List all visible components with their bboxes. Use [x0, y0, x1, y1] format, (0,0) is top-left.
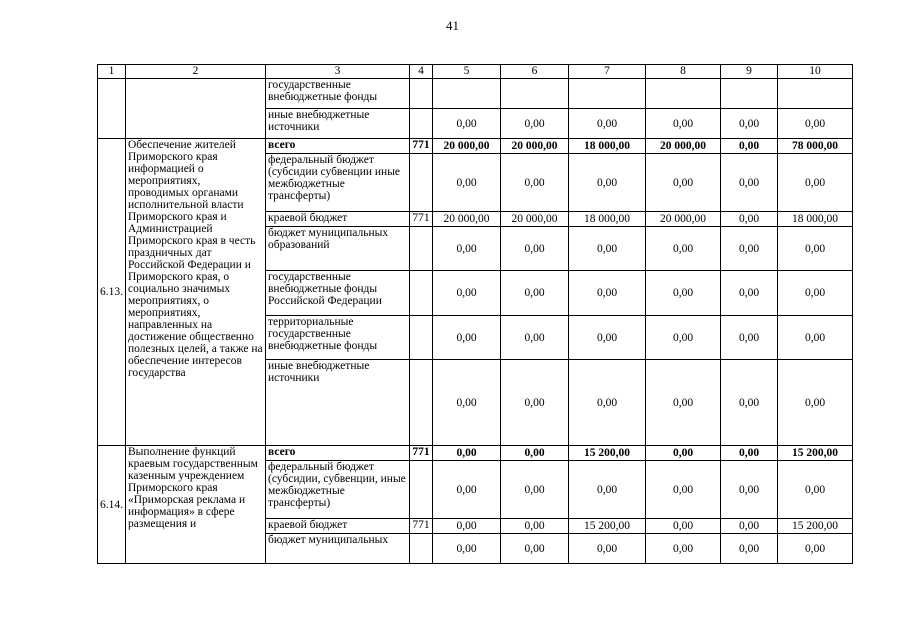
funding-source: территориальные государственные внебюджетные фонды: [266, 316, 410, 360]
funding-table: [97, 64, 853, 564]
amount-cell: 0,00: [501, 227, 569, 271]
funding-source: федеральный бюджет (субсидии, субвенции, иные межбюджетные трансферты): [266, 461, 410, 519]
table-row: [98, 446, 853, 461]
amount-cell: 15 200,00: [778, 446, 853, 461]
amount-cell: [721, 79, 778, 109]
column-header: 5: [433, 65, 501, 79]
budget-code: [410, 360, 433, 446]
amount-cell: 0,00: [501, 519, 569, 534]
amount-cell: 0,00: [646, 360, 721, 446]
amount-cell: 0,00: [721, 271, 778, 316]
budget-code: [410, 154, 433, 212]
amount-cell: 20 000,00: [646, 139, 721, 154]
amount-cell: 0,00: [501, 154, 569, 212]
amount-cell: 0,00: [501, 109, 569, 139]
column-header: 6: [501, 65, 569, 79]
amount-cell: 0,00: [721, 446, 778, 461]
amount-cell: 0,00: [721, 316, 778, 360]
budget-code: 771: [410, 212, 433, 227]
amount-cell: 0,00: [721, 360, 778, 446]
amount-cell: 15 200,00: [569, 446, 646, 461]
amount-cell: 0,00: [569, 360, 646, 446]
funding-source: государственные внебюджетные фонды: [266, 79, 410, 109]
amount-cell: 0,00: [721, 109, 778, 139]
amount-cell: [501, 79, 569, 109]
budget-code: 771: [410, 139, 433, 154]
amount-cell: 0,00: [646, 271, 721, 316]
budget-code: [410, 316, 433, 360]
budget-code: 771: [410, 519, 433, 534]
amount-cell: 18 000,00: [569, 139, 646, 154]
funding-source: иные внебюджетные источники: [266, 360, 410, 446]
amount-cell: 0,00: [433, 446, 501, 461]
amount-cell: 18 000,00: [569, 212, 646, 227]
amount-cell: 0,00: [646, 461, 721, 519]
item-index-cell: [98, 79, 126, 139]
item-name: Обеспечение жителей Приморского края информацией о мероприятиях, проводимых органами исполнительной власти Приморского края и Администрацией Приморского края в честь праздничных дат Российской Федерации и Приморского края, о социально значимых мероприятиях, о мероприятиях, направленных на достижение общественно полезных целей, а также на обеспечение интересов государства: [126, 139, 266, 446]
amount-cell: 0,00: [569, 316, 646, 360]
table-row: [98, 79, 853, 109]
funding-source: всего: [266, 139, 410, 154]
amount-cell: 0,00: [646, 227, 721, 271]
amount-cell: 0,00: [569, 271, 646, 316]
amount-cell: [646, 79, 721, 109]
budget-code: [410, 271, 433, 316]
amount-cell: 0,00: [721, 212, 778, 227]
column-header: 8: [646, 65, 721, 79]
header-row: [98, 65, 853, 79]
amount-cell: 15 200,00: [778, 519, 853, 534]
amount-cell: 0,00: [433, 271, 501, 316]
column-header: 2: [126, 65, 266, 79]
budget-code: [410, 109, 433, 139]
amount-cell: 0,00: [778, 316, 853, 360]
funding-source: всего: [266, 446, 410, 461]
budget-code: 771: [410, 446, 433, 461]
amount-cell: 20 000,00: [646, 212, 721, 227]
funding-source: иные внебюджетные источники: [266, 109, 410, 139]
amount-cell: 0,00: [721, 139, 778, 154]
budget-code: [410, 79, 433, 109]
amount-cell: 0,00: [501, 461, 569, 519]
amount-cell: 78 000,00: [778, 139, 853, 154]
funding-source: федеральный бюджет (субсидии субвенции иные межбюджетные трансферты): [266, 154, 410, 212]
amount-cell: 0,00: [646, 534, 721, 564]
item-name-cell: [126, 79, 266, 139]
item-name: Выполнение функций краевым государственным казенным учреждением Приморского края «Приморская реклама и информация» в сфере размещения и: [126, 446, 266, 564]
amount-cell: 0,00: [778, 271, 853, 316]
amount-cell: 0,00: [778, 109, 853, 139]
amount-cell: 0,00: [778, 360, 853, 446]
column-header: 10: [778, 65, 853, 79]
column-header: 1: [98, 65, 126, 79]
amount-cell: 18 000,00: [778, 212, 853, 227]
amount-cell: 0,00: [433, 534, 501, 564]
amount-cell: 0,00: [569, 534, 646, 564]
funding-source: бюджет муниципальных: [266, 534, 410, 564]
amount-cell: 0,00: [569, 227, 646, 271]
amount-cell: 15 200,00: [569, 519, 646, 534]
column-header: 3: [266, 65, 410, 79]
amount-cell: 0,00: [501, 360, 569, 446]
amount-cell: 0,00: [778, 154, 853, 212]
amount-cell: [569, 79, 646, 109]
budget-code: [410, 461, 433, 519]
amount-cell: 0,00: [721, 534, 778, 564]
amount-cell: 0,00: [646, 154, 721, 212]
amount-cell: [433, 79, 501, 109]
funding-source: краевой бюджет: [266, 519, 410, 534]
amount-cell: 0,00: [433, 154, 501, 212]
amount-cell: 0,00: [569, 154, 646, 212]
amount-cell: 0,00: [501, 446, 569, 461]
item-index: 6.14.: [98, 446, 126, 564]
amount-cell: 0,00: [433, 227, 501, 271]
amount-cell: 0,00: [569, 109, 646, 139]
table-row: [98, 139, 853, 154]
amount-cell: 0,00: [778, 227, 853, 271]
amount-cell: 0,00: [433, 519, 501, 534]
column-header: 7: [569, 65, 646, 79]
amount-cell: 0,00: [646, 316, 721, 360]
amount-cell: 20 000,00: [501, 212, 569, 227]
amount-cell: 0,00: [501, 534, 569, 564]
funding-source: краевой бюджет: [266, 212, 410, 227]
amount-cell: 0,00: [721, 519, 778, 534]
amount-cell: 0,00: [778, 534, 853, 564]
amount-cell: 20 000,00: [501, 139, 569, 154]
amount-cell: 0,00: [433, 316, 501, 360]
amount-cell: 0,00: [721, 461, 778, 519]
amount-cell: 0,00: [501, 271, 569, 316]
amount-cell: 0,00: [569, 461, 646, 519]
amount-cell: 0,00: [433, 360, 501, 446]
amount-cell: 0,00: [646, 109, 721, 139]
amount-cell: 0,00: [646, 519, 721, 534]
page-number: 41: [446, 18, 459, 33]
budget-code: [410, 227, 433, 271]
amount-cell: 20 000,00: [433, 212, 501, 227]
amount-cell: 0,00: [778, 461, 853, 519]
amount-cell: [778, 79, 853, 109]
column-header: 9: [721, 65, 778, 79]
funding-source: бюджет муниципальных образований: [266, 227, 410, 271]
column-header: 4: [410, 65, 433, 79]
amount-cell: 20 000,00: [433, 139, 501, 154]
amount-cell: 0,00: [433, 109, 501, 139]
amount-cell: 0,00: [646, 446, 721, 461]
amount-cell: 0,00: [721, 227, 778, 271]
amount-cell: 0,00: [721, 154, 778, 212]
budget-code: [410, 534, 433, 564]
amount-cell: 0,00: [501, 316, 569, 360]
item-index: 6.13.: [98, 139, 126, 446]
amount-cell: 0,00: [433, 461, 501, 519]
funding-source: государственные внебюджетные фонды Российской Федерации: [266, 271, 410, 316]
